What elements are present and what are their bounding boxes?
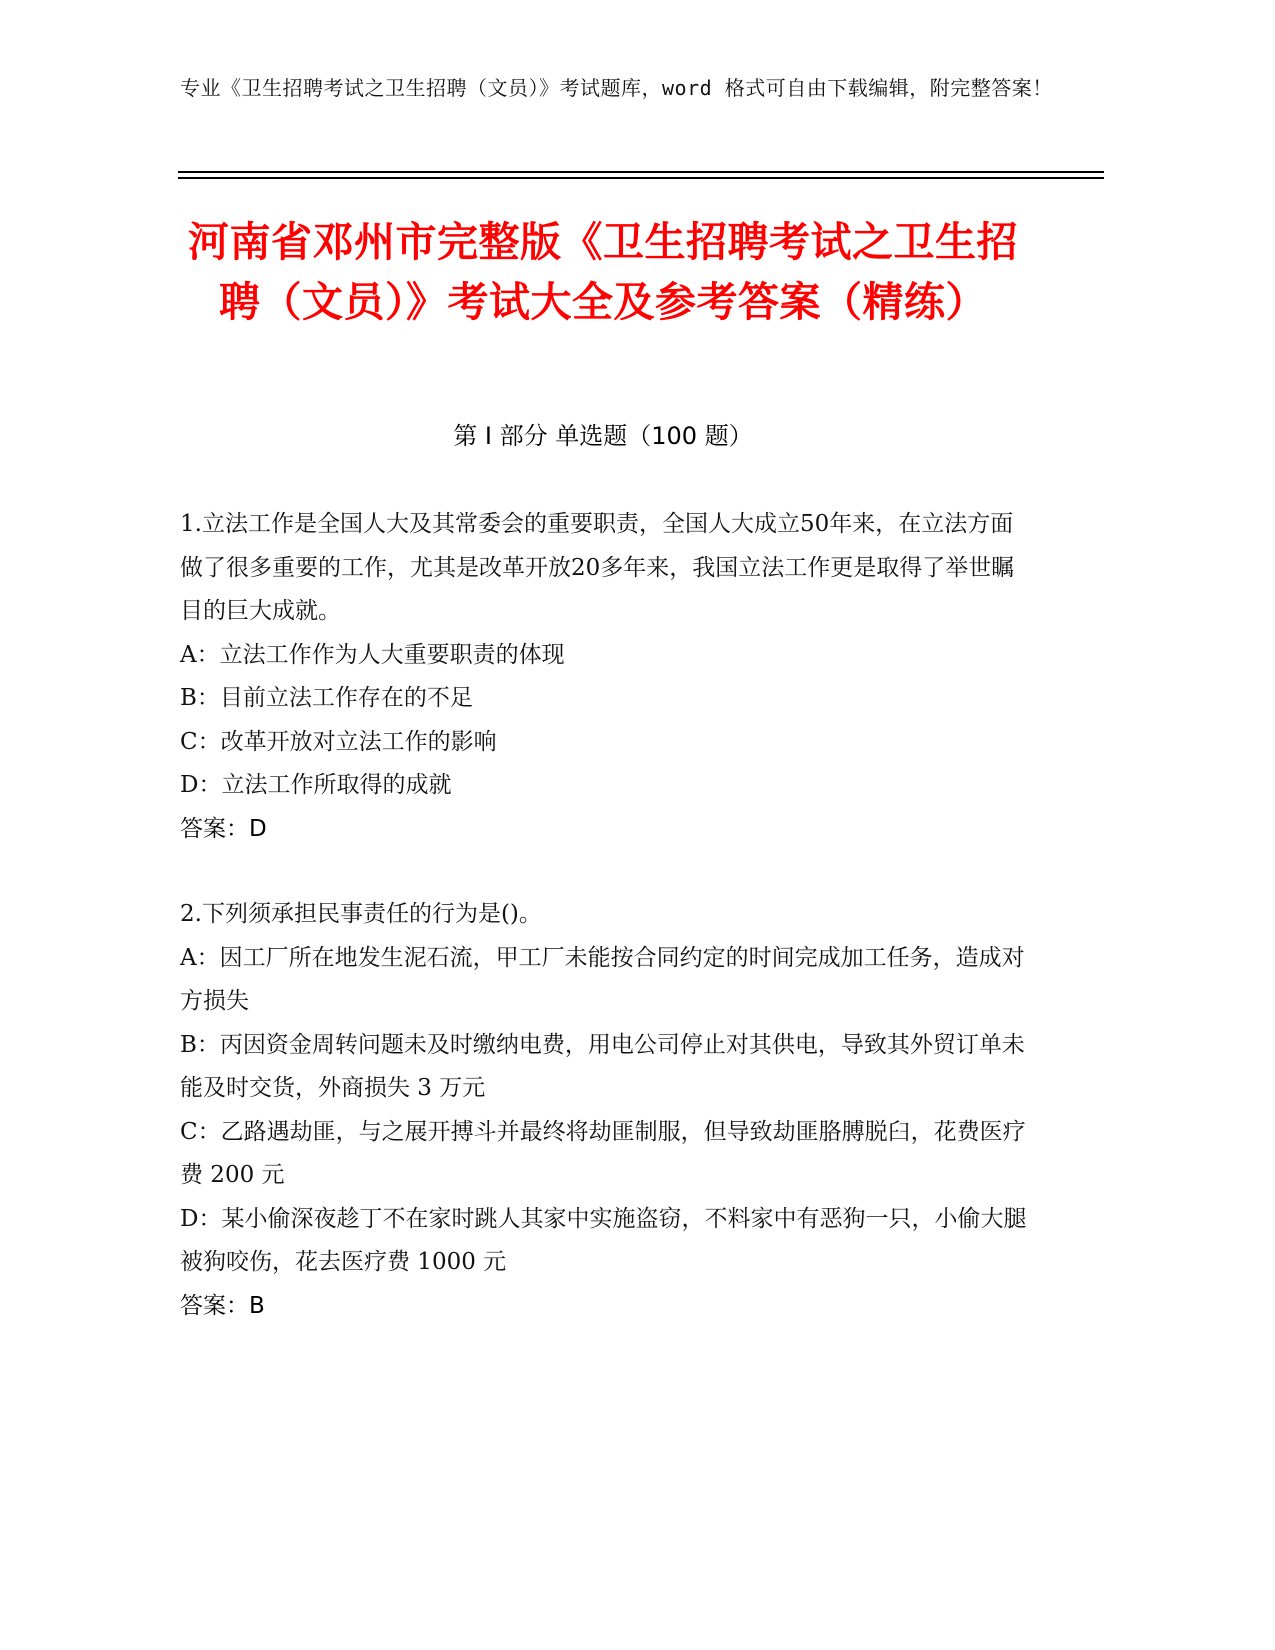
answer: 答案：D <box>180 815 267 842</box>
question-stem: 2.下列须承担民事责任的行为是()。 <box>180 901 542 927</box>
question-1 <box>180 503 1030 851</box>
option-a: A：立法工作作为人大重要职责的体现 <box>180 641 565 668</box>
option-a: A：因工厂所在地发生泥石流，甲工厂未能按合同约定的时间完成加工任务，造成对方损失 <box>180 944 1025 1014</box>
option-c: C：改革开放对立法工作的影响 <box>180 728 497 755</box>
section-title: 第 I 部分 单选题（100 题） <box>453 422 753 450</box>
option-d: D：某小偷深夜趁丁不在家时跳人其家中实施盗窃，不料家中有恶狗一只，小偷大腿被狗咬伤，花去医疗费 1000 元 <box>180 1205 1027 1275</box>
question-2 <box>180 893 1030 1328</box>
option-b: B：丙因资金周转问题未及时缴纳电费，用电公司停止对其供电，导致其外贸订单未能及时交货，外商损失 3 万元 <box>180 1031 1025 1101</box>
header-divider-bottom <box>178 177 1104 179</box>
option-c: C：乙路遇劫匪，与之展开搏斗并最终将劫匪制服，但导致劫匪胳膊脱臼，花费医疗费 200 元 <box>180 1118 1026 1188</box>
answer: 答案：B <box>180 1292 265 1319</box>
question-stem: 1.立法工作是全国人大及其常委会的重要职责，全国人大成立50年来，在立法方面做了很多重要的工作，尤其是改革开放20多年来，我国立法工作更是取得了举世瞩目的巨大成就。 <box>180 511 1015 624</box>
option-b: B：目前立法工作存在的不足 <box>180 685 473 711</box>
header-divider-top <box>178 171 1104 173</box>
header-note: 专业《卫生招聘考试之卫生招聘（文员）》考试题库，word 格式可自由下载编辑，附完整答案！ <box>180 76 1053 100</box>
document-title: 河南省邓州市完整版《卫生招聘考试之卫生招聘（文员）》考试大全及参考答案（精练） <box>188 218 1018 326</box>
option-d: D：立法工作所取得的成就 <box>180 772 452 798</box>
